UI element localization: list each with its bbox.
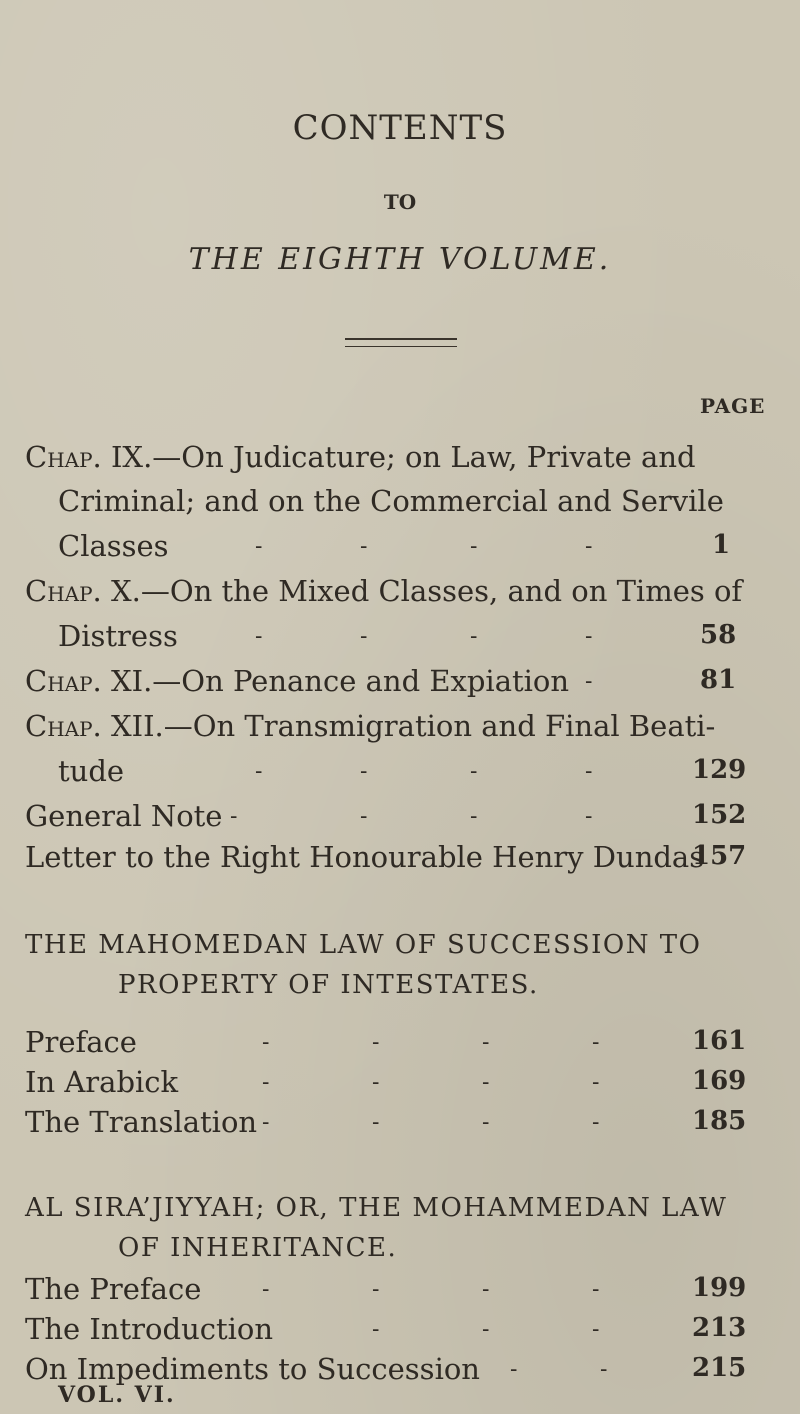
- leader-dash: -: [360, 534, 368, 559]
- leader-dash: -: [262, 1030, 270, 1055]
- chapter-10-line-2: Distress: [58, 619, 178, 653]
- letter-page: 157: [692, 841, 747, 871]
- volume-title: THE EIGHTH VOLUME.: [188, 242, 612, 277]
- chapter-label: Chap.: [25, 664, 102, 698]
- chapter-9-line-3: Classes: [58, 529, 169, 563]
- leader-dash: -: [262, 1277, 270, 1302]
- leader-dash: -: [585, 759, 593, 784]
- section-1-entry: Preface: [25, 1025, 137, 1059]
- leader-dash: -: [482, 1110, 490, 1135]
- section-1-entry-page: 169: [692, 1066, 747, 1096]
- chapter-10-page: 58: [700, 620, 737, 650]
- leader-dash: -: [592, 1030, 600, 1055]
- section-1-entry-page: 185: [692, 1106, 747, 1136]
- section-2-heading-line-1: AL SIRA’JIYYAH; OR, THE MOHAMMEDAN LAW: [25, 1193, 728, 1223]
- leader-dash: -: [592, 1317, 600, 1342]
- contents-title: CONTENTS: [292, 108, 508, 148]
- chapter-9-line-1: Chap. IX.—On Judicature; on Law, Private and: [25, 440, 696, 474]
- leader-dash: -: [262, 1070, 270, 1095]
- leader-dash: -: [255, 759, 263, 784]
- general-note-entry: General Note: [25, 799, 223, 833]
- section-1-heading-line-1: THE MAHOMEDAN LAW OF SUCCESSION TO: [25, 930, 702, 960]
- leader-dash: -: [592, 1070, 600, 1095]
- leader-dash: -: [482, 1317, 490, 1342]
- section-1-entry: In Arabick: [25, 1065, 179, 1099]
- title-rule: [345, 338, 457, 347]
- section-1-heading-line-2: PROPERTY OF INTESTATES.: [118, 970, 539, 1000]
- chapter-9-line-2: Criminal; and on the Commercial and Servile: [58, 484, 724, 518]
- page-column-header: PAGE: [700, 394, 766, 418]
- leader-dash: -: [230, 804, 238, 829]
- section-2-entry-page: 199: [692, 1273, 747, 1303]
- chapter-9-page: 1: [712, 530, 731, 560]
- chapter-label: Chap.: [25, 440, 102, 474]
- leader-dash: -: [470, 804, 478, 829]
- letter-entry: Letter to the Right Honourable Henry Dundas: [25, 840, 705, 874]
- chapter-label: Chap.: [25, 709, 102, 743]
- leader-dash: -: [360, 624, 368, 649]
- section-2-entry-page: 215: [692, 1353, 747, 1383]
- general-note-page: 152: [692, 800, 747, 830]
- section-1-entry-page: 161: [692, 1026, 747, 1056]
- leader-dash: -: [482, 1030, 490, 1055]
- leader-dash: -: [372, 1317, 380, 1342]
- leader-dash: -: [482, 1070, 490, 1095]
- leader-dash: -: [372, 1110, 380, 1135]
- chapter-10-line-1: Chap. X.—On the Mixed Classes, and on Times of: [25, 574, 743, 608]
- contents-subtitle-to: TO: [383, 190, 417, 214]
- leader-dash: -: [372, 1277, 380, 1302]
- section-2-heading-line-2: OF INHERITANCE.: [118, 1233, 398, 1263]
- leader-dash: -: [585, 804, 593, 829]
- leader-dash: -: [470, 624, 478, 649]
- section-1-entry: The Translation: [25, 1105, 258, 1139]
- leader-dash: -: [255, 534, 263, 559]
- leader-dash: -: [600, 1357, 608, 1382]
- section-2-entry-page: 213: [692, 1313, 747, 1343]
- section-2-entry: The Preface: [25, 1272, 202, 1306]
- leader-dash: -: [592, 1277, 600, 1302]
- leader-dash: -: [510, 1357, 518, 1382]
- signature-mark: VOL. VI.: [58, 1382, 176, 1408]
- leader-dash: -: [360, 759, 368, 784]
- chapter-12-page: 129: [692, 755, 747, 785]
- chapter-12-line-2: tude: [58, 754, 125, 788]
- chapter-label: Chap.: [25, 574, 102, 608]
- section-2-entry: On Impediments to Succession: [25, 1352, 480, 1386]
- leader-dash: -: [470, 759, 478, 784]
- chapter-12-line-1: Chap. XII.—On Transmigration and Final Beati-: [25, 709, 716, 743]
- leader-dash: -: [360, 804, 368, 829]
- leader-dash: -: [592, 1110, 600, 1135]
- leader-dash: -: [255, 624, 263, 649]
- section-2-entry: The Introduction: [25, 1312, 274, 1346]
- leader-dash: -: [372, 1030, 380, 1055]
- chapter-11-line-1: Chap. XI.—On Penance and Expiation: [25, 664, 570, 698]
- leader-dash: -: [585, 669, 593, 694]
- leader-dash: -: [482, 1277, 490, 1302]
- leader-dash: -: [470, 534, 478, 559]
- leader-dash: -: [262, 1110, 270, 1135]
- leader-dash: -: [585, 534, 593, 559]
- leader-dash: -: [372, 1070, 380, 1095]
- chapter-11-page: 81: [700, 665, 737, 695]
- leader-dash: -: [585, 624, 593, 649]
